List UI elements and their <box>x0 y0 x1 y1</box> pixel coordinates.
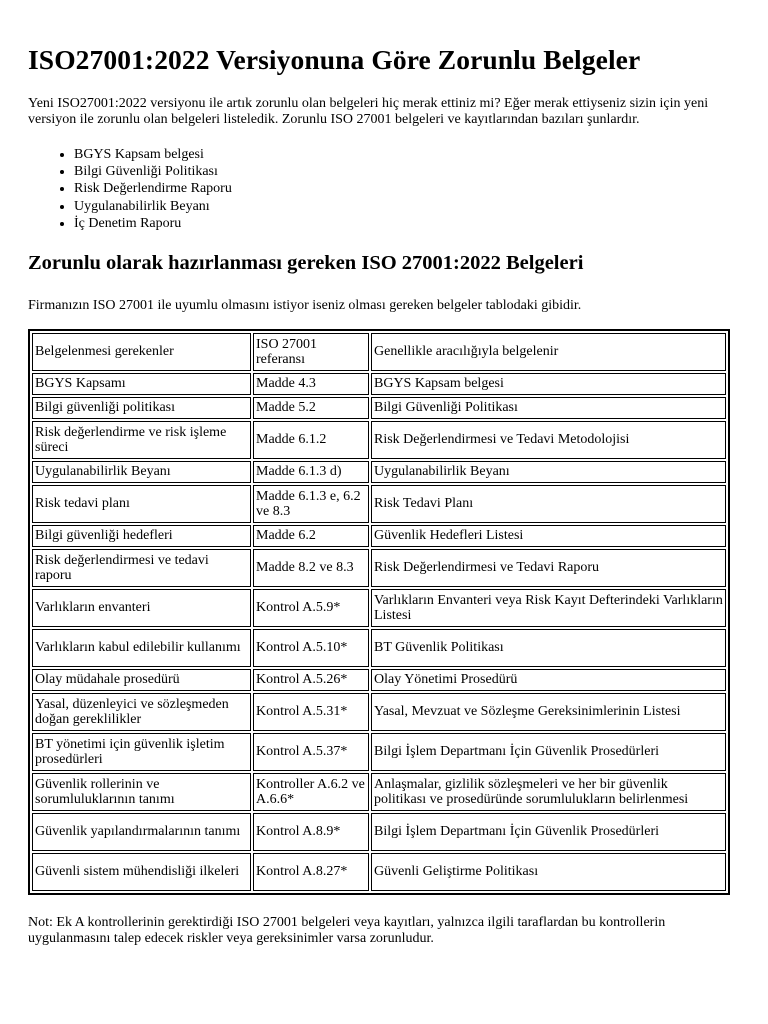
document-name-cell: Risk değerlendirmesi ve tedavi raporu <box>32 549 251 587</box>
table-row <box>32 773 726 811</box>
document-name-cell: Bilgi güvenliği hedefleri <box>32 525 251 547</box>
document-name-cell: Varlıkların envanteri <box>32 589 251 627</box>
documented-via-cell: Olay Yönetimi Prosedürü <box>371 669 726 691</box>
documented-via-cell: Bilgi Güvenliği Politikası <box>371 397 726 419</box>
documented-via-cell: Güvenli Geliştirme Politikası <box>371 853 726 891</box>
mandatory-docs-list <box>28 146 740 232</box>
document-name-cell: Olay müdahale prosedürü <box>32 669 251 691</box>
list-item: • Bilgi Güvenliği Politikası <box>74 163 740 180</box>
iso-reference-cell: Madde 6.1.3 e, 6.2 ve 8.3 <box>253 485 369 523</box>
table-row <box>32 813 726 851</box>
documented-via-cell: BT Güvenlik Politikası <box>371 629 726 667</box>
documented-via-cell: Güvenlik Hedefleri Listesi <box>371 525 726 547</box>
table-row <box>32 853 726 891</box>
table-row <box>32 421 726 459</box>
iso-reference-cell: Madde 6.2 <box>253 525 369 547</box>
documented-via-cell: Risk Tedavi Planı <box>371 485 726 523</box>
documented-via-cell: Yasal, Mevzuat ve Sözleşme Gereksinimlerinin Listesi <box>371 693 726 731</box>
iso-reference-cell: Kontrol A.5.26* <box>253 669 369 691</box>
iso-reference-cell: Madde 5.2 <box>253 397 369 419</box>
table-row <box>32 397 726 419</box>
table-row <box>32 669 726 691</box>
document-name-cell: Varlıkların kabul edilebilir kullanımı <box>32 629 251 667</box>
footnote: Not: Ek A kontrollerinin gerektirdiği ISO 27001 belgeleri veya kayıtları, yalnızca ilgili taraflardan bu kontrollerin uygulanmasını talep edecek riskler veya gereksinimler varsa zorunludur. <box>28 915 666 947</box>
table-row <box>32 549 726 587</box>
iso-reference-cell: Kontrol A.5.31* <box>253 693 369 731</box>
table-row <box>32 589 726 627</box>
document-name-cell: Güvenli sistem mühendisliği ilkeleri <box>32 853 251 891</box>
documented-via-cell: Anlaşmalar, gizlilik sözleşmeleri ve her bir güvenlik politikası ve prosedüründe sorumlulukların belirlenmesi <box>371 773 726 811</box>
page-title: ISO27001:2022 Versiyonuna Göre Zorunlu Belgeler <box>28 44 641 75</box>
document-name-cell: Güvenlik rollerinin ve sorumluluklarının tanımı <box>32 773 251 811</box>
documents-table <box>28 329 730 895</box>
section-title: Zorunlu olarak hazırlanması gereken ISO 27001:2022 Belgeleri <box>28 252 584 275</box>
table-header-cell: Genellikle aracılığıyla belgelenir <box>371 333 726 371</box>
document-name-cell: Yasal, düzenleyici ve sözleşmeden doğan gereklilikler <box>32 693 251 731</box>
document-name-cell: Risk tedavi planı <box>32 485 251 523</box>
iso-reference-cell: Madde 4.3 <box>253 373 369 395</box>
table-row <box>32 733 726 771</box>
iso-reference-cell: Kontrol A.5.10* <box>253 629 369 667</box>
documented-via-cell: Uygulanabilirlik Beyanı <box>371 461 726 483</box>
table-header-cell: ISO 27001 referansı <box>253 333 369 371</box>
documented-via-cell: Bilgi İşlem Departmanı İçin Güvenlik Prosedürleri <box>371 733 726 771</box>
intro-paragraph: Yeni ISO27001:2022 versiyonu ile artık zorunlu olan belgeleri hiç merak ettiniz mi? Eğer merak ettiyseniz sizin için yeni versiyon ile zorunlu olan belgeleri listeledik. Zorunlu ISO 27001 belgeleri ve kayıtlarından bazıları şunlardır. <box>28 96 709 127</box>
document-name-cell: Uygulanabilirlik Beyanı <box>32 461 251 483</box>
table-row <box>32 373 726 395</box>
document-name-cell: Risk değerlendirme ve risk işleme süreci <box>32 421 251 459</box>
document-name-cell: BGYS Kapsamı <box>32 373 251 395</box>
list-item: • Risk Değerlendirme Raporu <box>74 180 740 197</box>
iso-reference-cell: Kontrol A.8.27* <box>253 853 369 891</box>
iso-reference-cell: Madde 6.1.3 d) <box>253 461 369 483</box>
table-row <box>32 485 726 523</box>
iso-reference-cell: Kontrol A.5.9* <box>253 589 369 627</box>
table-row <box>32 693 726 731</box>
documented-via-cell: Risk Değerlendirmesi ve Tedavi Raporu <box>371 549 726 587</box>
table-row <box>32 525 726 547</box>
iso-reference-cell: Madde 8.2 ve 8.3 <box>253 549 369 587</box>
table-row <box>32 629 726 667</box>
table-header-cell: Belgelenmesi gerekenler <box>32 333 251 371</box>
documented-via-cell: BGYS Kapsam belgesi <box>371 373 726 395</box>
documented-via-cell: Varlıkların Envanteri veya Risk Kayıt Defterindeki Varlıkların Listesi <box>371 589 726 627</box>
iso-reference-cell: Kontrol A.8.9* <box>253 813 369 851</box>
list-item: • BGYS Kapsam belgesi <box>74 146 740 163</box>
iso-reference-cell: Madde 6.1.2 <box>253 421 369 459</box>
document-name-cell: BT yönetimi için güvenlik işletim prosedürleri <box>32 733 251 771</box>
table-row <box>32 461 726 483</box>
list-item: • İç Denetim Raporu <box>74 215 740 232</box>
lead-paragraph: Firmanızın ISO 27001 ile uyumlu olmasını istiyor iseniz olması gereken belgeler tablodaki gibidir. <box>28 298 582 314</box>
iso-reference-cell: Kontroller A.6.2 ve A.6.6* <box>253 773 369 811</box>
iso-reference-cell: Kontrol A.5.37* <box>253 733 369 771</box>
documented-via-cell: Bilgi İşlem Departmanı İçin Güvenlik Prosedürleri <box>371 813 726 851</box>
documented-via-cell: Risk Değerlendirmesi ve Tedavi Metodolojisi <box>371 421 726 459</box>
list-item: • Uygulanabilirlik Beyanı <box>74 198 740 215</box>
table-header-row <box>32 333 726 371</box>
document-name-cell: Bilgi güvenliği politikası <box>32 397 251 419</box>
document-name-cell: Güvenlik yapılandırmalarının tanımı <box>32 813 251 851</box>
